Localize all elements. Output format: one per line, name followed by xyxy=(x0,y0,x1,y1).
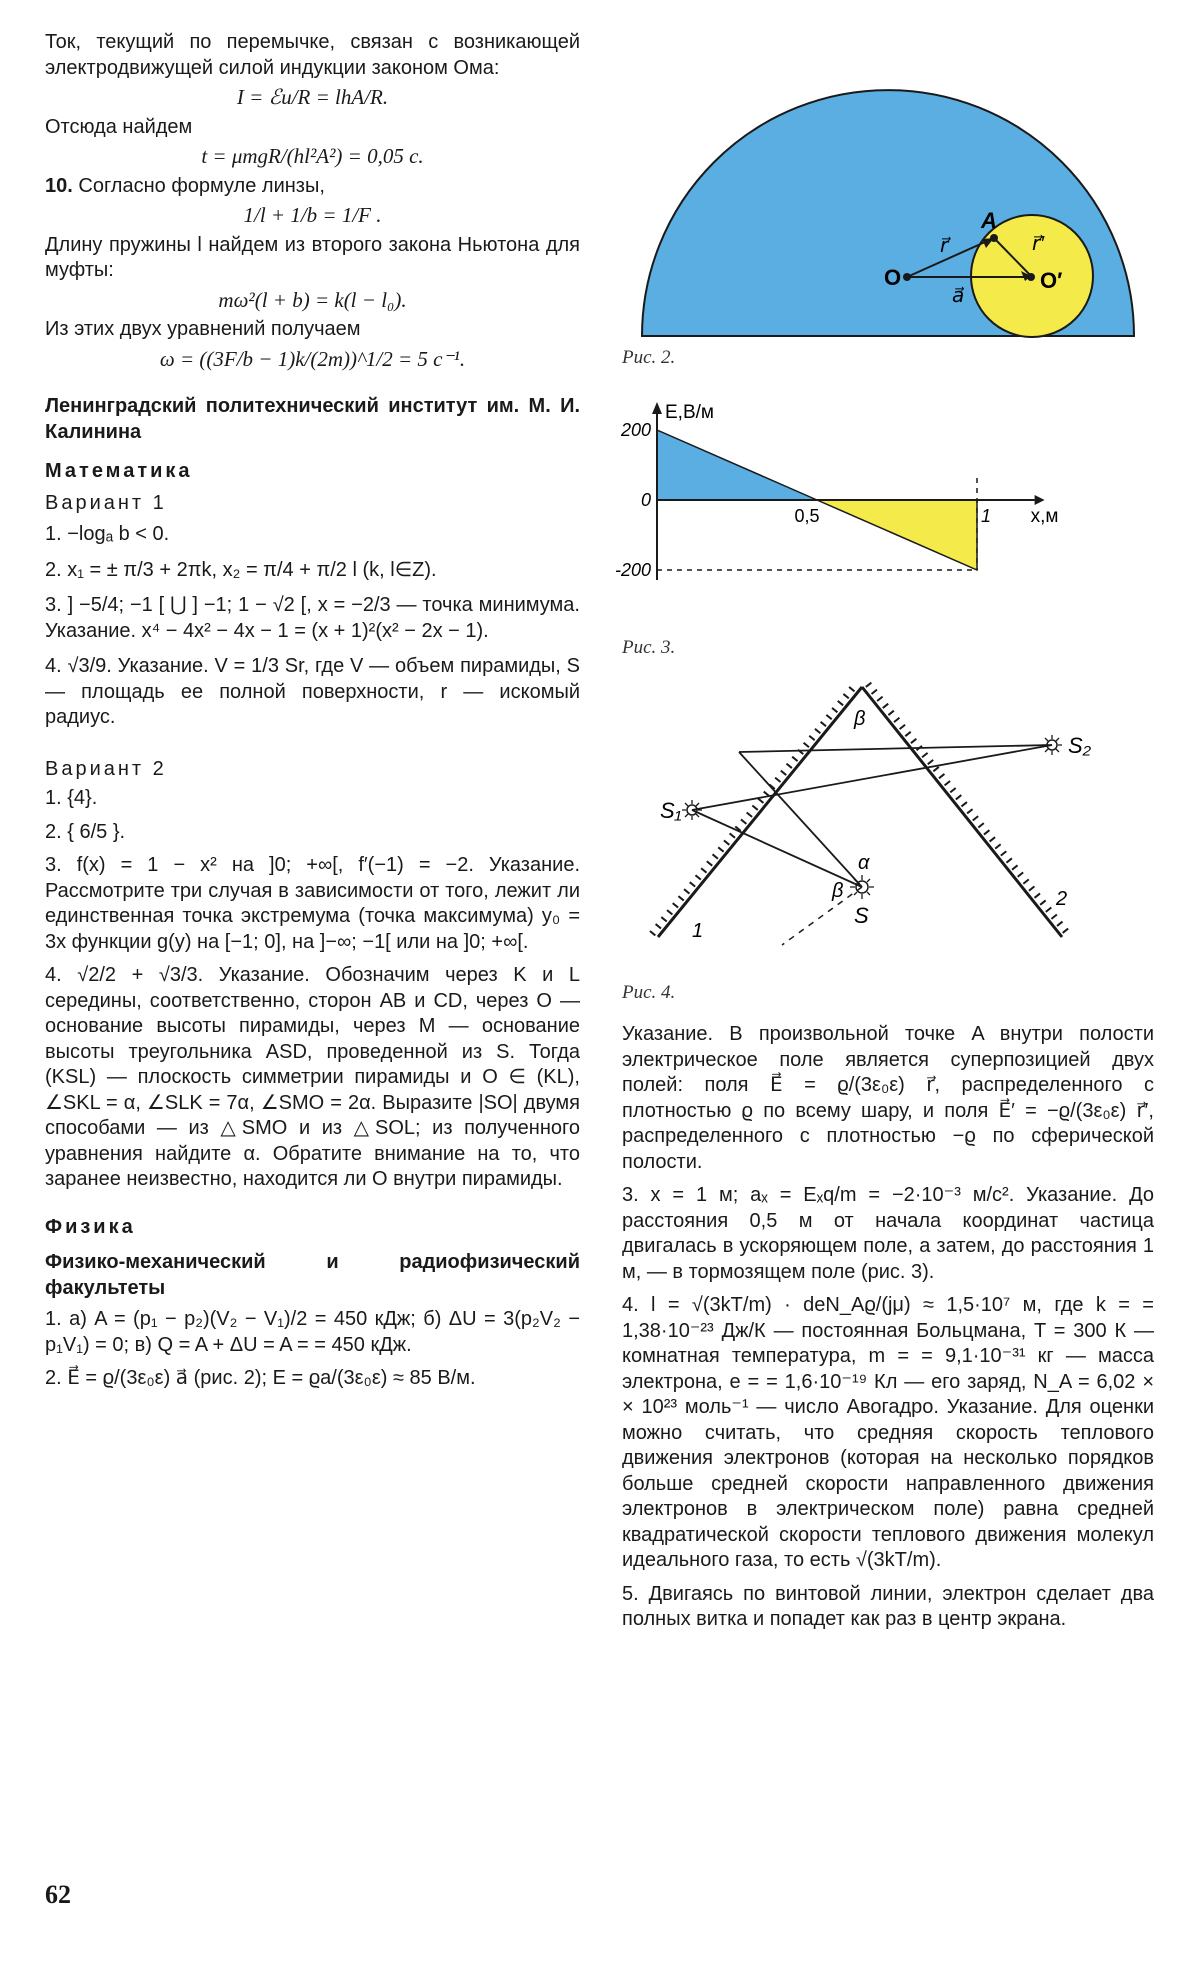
right-column-text xyxy=(622,1022,1154,1633)
item-number: 10. xyxy=(45,174,73,197)
section-heading-physics: Физика xyxy=(45,1215,136,1238)
label-mirror-1: 1 xyxy=(692,920,704,942)
paragraph: Отсюда найдем xyxy=(45,115,193,138)
left-column xyxy=(45,30,580,1392)
label-S1: S₁ xyxy=(660,798,682,823)
page-number: 62 xyxy=(45,1880,71,1909)
ray xyxy=(739,752,862,887)
label-S: S xyxy=(854,903,869,928)
variant-heading: Вариант 2 xyxy=(45,757,167,780)
paragraph-10 xyxy=(45,174,580,200)
formula: mω²(l + b) = k(l − l₀). xyxy=(218,287,407,312)
answer-item: 2. { 6/5 }. xyxy=(45,820,126,843)
formula: 1/l + 1/b = 1/F . xyxy=(243,203,382,227)
label-O-prime: O′ xyxy=(1040,268,1063,293)
answer-item: 4. √3/9. Указание. V = 1/3 Sr, где V — объем пирамиды, S — площадь ее полной поверхности, r — искомый радиус. xyxy=(45,655,580,728)
paragraph: Из этих двух уравнений получаем xyxy=(45,318,361,340)
point-O-prime xyxy=(1027,273,1035,281)
paragraph: Указание. В произвольной точке A внутри полости электрическое поле является суперпозицией двух полей: поля E⃗ = ϱ/(3ε₀ε) r⃗, распределенного с плотностью ϱ по всему шару, и поля E⃗′ = −ϱ/(3ε₀ε) r⃗′, распределенного с плотностью −ϱ по сферической полости. xyxy=(622,1023,1154,1173)
negative-field-area xyxy=(817,500,977,570)
x-tick-label: 0,5 xyxy=(794,506,820,526)
answer-item: 1. {4}. xyxy=(45,787,98,809)
caption: Рис. 3. xyxy=(622,637,676,658)
answer-item: 5. Двигаясь по винтовой линии, электрон сделает два полных витка и попадет как раз в центр экрана. xyxy=(622,1582,1154,1630)
y-axis-arrow xyxy=(652,402,662,414)
answer-item: 4. l = √(3kT/m) · deN_Aϱ/(jμ) ≈ 1,5·10⁷ м, где k = = 1,38·10⁻²³ Дж/К — постоянная Больцмана, T = 300 К — комнатная температура, m = = 9,1·10⁻³¹ кг — масса электрона, e = = 1,6·10⁻¹⁹ Кл — его заряд, N_A = 6,02 × × 10²³ моль⁻¹ — число Авогадро. Указание. Для оценки можно считать, что средняя скорость теплового движения электронов (которая на несколько порядков больше средней скорости направленного движения электронов в электрическом поле) равна средней квадратической скорости теплового движения молекул идеального газа, то есть √(3kT/m). xyxy=(622,1294,1154,1571)
answer-item: 3. ] −5/4; −1 [ ⋃ ] −1; 1 − √2 [, x = −2/3 — точка минимума. Указание. x⁴ − 4x² − 4x − 1 = (x + 1)²(x² − 2x − 1). xyxy=(45,594,580,642)
x-tick-label: 1 xyxy=(981,506,992,526)
variant-heading: Вариант 1 xyxy=(45,491,167,514)
faculty-heading: Физико-механический и радиофизический факультеты xyxy=(45,1251,580,1299)
label-r: r⃗ xyxy=(940,235,949,257)
caption: Рис. 2. xyxy=(622,347,676,368)
label-mirror-2: 2 xyxy=(1056,888,1068,910)
field-graph xyxy=(614,400,1154,630)
answer-item: 1. а) A = (p₁ − p₂)(V₂ − V₁)/2 = 450 кДж; б) ΔU = 3(p₂V₂ − p₁V₁) = 0; в) Q = A + ΔU = A = = 450 кДж. xyxy=(45,1308,580,1356)
point-O xyxy=(903,273,911,281)
figure-4 xyxy=(622,675,1154,1014)
x-axis-arrow xyxy=(1035,495,1045,505)
point-A xyxy=(990,234,998,242)
label-S2: S₂ xyxy=(1068,733,1092,758)
positive-field-area xyxy=(657,430,817,500)
formula: I = ℰи/R = lhA/R. xyxy=(236,85,389,109)
label-a: a⃗ xyxy=(952,285,965,307)
sphere-cavity-diagram xyxy=(622,0,1154,340)
mirror-diagram xyxy=(622,675,1154,975)
y-tick-label: -200 xyxy=(614,560,651,580)
answer-item: 2. x₁ = ± π/3 + 2πk, x₂ = π/4 + π/2 l (k, l∈Z). xyxy=(45,558,437,581)
y-tick-label: 0 xyxy=(640,490,651,510)
paragraph: Ток, текущий по перемычке, связан с возникающей электродвижущей силой индукции законом Ома: xyxy=(45,31,580,79)
label-beta-top: β xyxy=(854,708,866,730)
section-heading-institute: Ленинградский политехнический институт им. М. И. Калинина xyxy=(45,395,580,443)
formula: ω = ((3F/b − 1)k/(2m))^1/2 = 5 с⁻¹. xyxy=(159,346,466,371)
ray-extension xyxy=(782,887,862,945)
label-r-prime: r⃗′ xyxy=(1032,233,1044,255)
ray xyxy=(692,810,862,887)
answer-item: 3. x = 1 м; aₓ = Eₓq/m = −2·10⁻³ м/с². Указание. До расстояния 0,5 м от начала координат частица двигалась в ускоряющем поле, а затем, до расстояния 1 м, — в тормозящем поле (рис. 3). xyxy=(622,1184,1154,1283)
section-heading-math: Математика xyxy=(45,460,193,482)
x-axis-label: x,м xyxy=(1030,506,1059,527)
formula: t = μmgR/(hl²A²) = 0,05 с. xyxy=(201,144,424,168)
ray xyxy=(692,745,1052,810)
answer-item: 2. E⃗ = ϱ/(3ε₀ε) a⃗ (рис. 2); E = ϱa/(3ε₀ε) ≈ 85 В/м. xyxy=(45,1367,476,1389)
label-O: O xyxy=(884,265,902,290)
figure-3 xyxy=(614,400,1154,669)
figure-2 xyxy=(622,0,1154,379)
paragraph: Длину пружины l найдем из второго закона Ньютона для муфты: xyxy=(45,233,580,281)
label-alpha: α xyxy=(858,852,870,874)
y-tick-label: 200 xyxy=(620,420,651,440)
answer-item: 4. √2/2 + √3/3. Указание. Обозначим через K и L середины, соответственно, сторон AB и CD, через O — основание высоты пирамиды, через M — основание высоты треугольника ASD, проведенной из S. Тогда (KSL) — плоскость симметрии пирамиды и O ∈ (KL), ∠SKL = α, ∠SLK = 7α, ∠SMO = 2α. Выразите |SO| двумя способами — из △SMO и из △SOL; из полученного уравнения найдите α. Обратите внимание на то, что заранее неизвестно, находится ли O внутри пирамиды. xyxy=(45,964,580,1190)
y-axis-label: E,В/м xyxy=(665,402,714,423)
answer-item: 3. f(x) = 1 − x² на ]0; +∞[, f′(−1) = −2. Указание. Рассмотрите три случая в зависимости от того, лежит ли единственная точка экстремума (точка максимума) y₀ = 3x функции g(y) на [−1; 0], на ]−∞; −1[ или на ]0; +∞[. xyxy=(45,854,580,953)
caption: Рис. 4. xyxy=(622,982,676,1003)
paragraph-text: Согласно формуле линзы, xyxy=(78,174,325,197)
mirror-2 xyxy=(862,687,1062,937)
mirror-hatching-1 xyxy=(652,684,856,934)
mirror-hatching-2 xyxy=(868,684,1068,934)
ray xyxy=(739,745,1052,752)
label-A: A xyxy=(981,208,997,233)
answer-item: 1. −logₐ b < 0. xyxy=(45,523,170,545)
label-beta-source: β xyxy=(832,880,844,902)
